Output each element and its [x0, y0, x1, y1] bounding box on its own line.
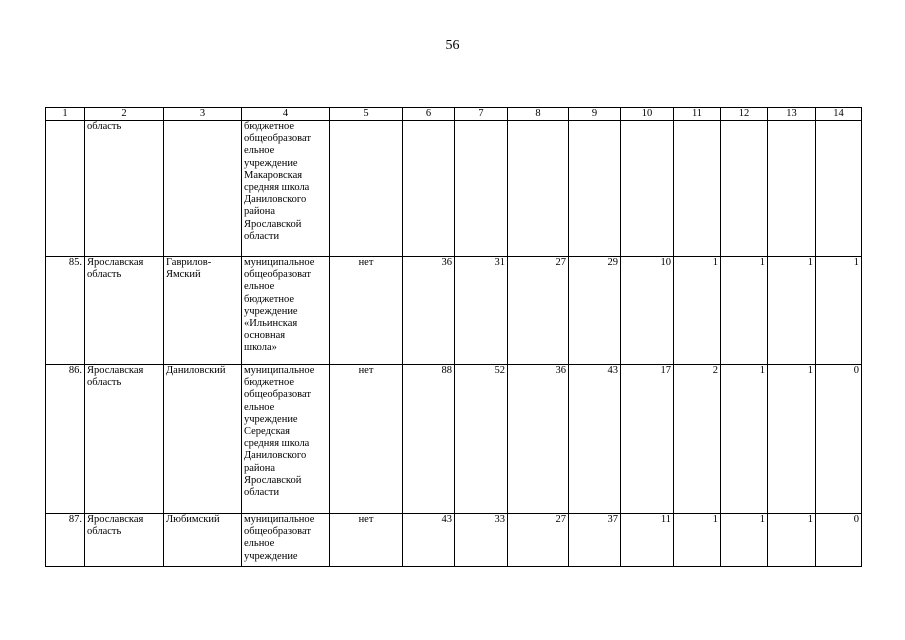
table-row: [46, 257, 862, 365]
institution-cell: бюджетное общеобразоват ельное учреждение Макаровская средняя школа Даниловского района Ярославской области: [242, 121, 330, 257]
col5-cell: нет: [330, 514, 403, 567]
col5-cell: нет: [330, 365, 403, 514]
col6-cell: 36: [403, 257, 455, 365]
institution-cell: муниципальное бюджетное общеобразоват ельное учреждение Середская средняя школа Даниловского района Ярославской области: [242, 365, 330, 514]
institution-cell: муниципальное общеобразоват ельное бюджетное учреждение «Ильинская основная школа»: [242, 257, 330, 365]
col13-cell: [768, 121, 816, 257]
col11-cell: [674, 121, 721, 257]
col6-cell: [403, 121, 455, 257]
institution-cell: муниципальное общеобразоват ельное учреждение: [242, 514, 330, 567]
data-table: [45, 107, 862, 567]
header-cell-5: 5: [330, 108, 403, 121]
table-row: [46, 121, 862, 257]
header-cell-8: 8: [508, 108, 569, 121]
col9-cell: [569, 121, 621, 257]
col10-cell: 11: [621, 514, 674, 567]
col6-cell: 43: [403, 514, 455, 567]
col12-cell: 1: [721, 365, 768, 514]
header-cell-10: 10: [621, 108, 674, 121]
col13-cell: 1: [768, 365, 816, 514]
col10-cell: [621, 121, 674, 257]
col13-cell: 1: [768, 514, 816, 567]
col12-cell: 1: [721, 257, 768, 365]
col8-cell: 36: [508, 365, 569, 514]
row-number: 87.: [46, 514, 85, 567]
district-cell: Даниловский: [164, 365, 242, 514]
col10-cell: 10: [621, 257, 674, 365]
col9-cell: 37: [569, 514, 621, 567]
col14-cell: 1: [816, 257, 862, 365]
col14-cell: 0: [816, 514, 862, 567]
region-cell: область: [85, 121, 164, 257]
header-cell-14: 14: [816, 108, 862, 121]
header-cell-6: 6: [403, 108, 455, 121]
table-row: [46, 514, 862, 567]
region-cell: Ярославская область: [85, 365, 164, 514]
col9-cell: 43: [569, 365, 621, 514]
col10-cell: 17: [621, 365, 674, 514]
col11-cell: 1: [674, 514, 721, 567]
header-cell-9: 9: [569, 108, 621, 121]
header-cell-13: 13: [768, 108, 816, 121]
col11-cell: 1: [674, 257, 721, 365]
header-cell-4: 4: [242, 108, 330, 121]
col12-cell: 1: [721, 514, 768, 567]
table-row: [46, 365, 862, 514]
header-cell-3: 3: [164, 108, 242, 121]
col7-cell: 52: [455, 365, 508, 514]
page-number: 56: [445, 38, 460, 53]
region-cell: Ярославская область: [85, 257, 164, 365]
header-cell-12: 12: [721, 108, 768, 121]
district-cell: Гаврилов- Ямский: [164, 257, 242, 365]
header-cell-7: 7: [455, 108, 508, 121]
header-cell-2: 2: [85, 108, 164, 121]
header-cell-1: 1: [46, 108, 85, 121]
col9-cell: 29: [569, 257, 621, 365]
col8-cell: 27: [508, 257, 569, 365]
col8-cell: [508, 121, 569, 257]
district-cell: [164, 121, 242, 257]
row-number: [46, 121, 85, 257]
col5-cell: нет: [330, 257, 403, 365]
header-row: [46, 108, 862, 121]
col11-cell: 2: [674, 365, 721, 514]
district-cell: Любимский: [164, 514, 242, 567]
col14-cell: 0: [816, 365, 862, 514]
col14-cell: [816, 121, 862, 257]
col13-cell: 1: [768, 257, 816, 365]
region-cell: Ярославская область: [85, 514, 164, 567]
header-cell-11: 11: [674, 108, 721, 121]
col7-cell: 33: [455, 514, 508, 567]
col6-cell: 88: [403, 365, 455, 514]
col12-cell: [721, 121, 768, 257]
col7-cell: 31: [455, 257, 508, 365]
row-number: 86.: [46, 365, 85, 514]
col7-cell: [455, 121, 508, 257]
col5-cell: [330, 121, 403, 257]
col8-cell: 27: [508, 514, 569, 567]
row-number: 85.: [46, 257, 85, 365]
